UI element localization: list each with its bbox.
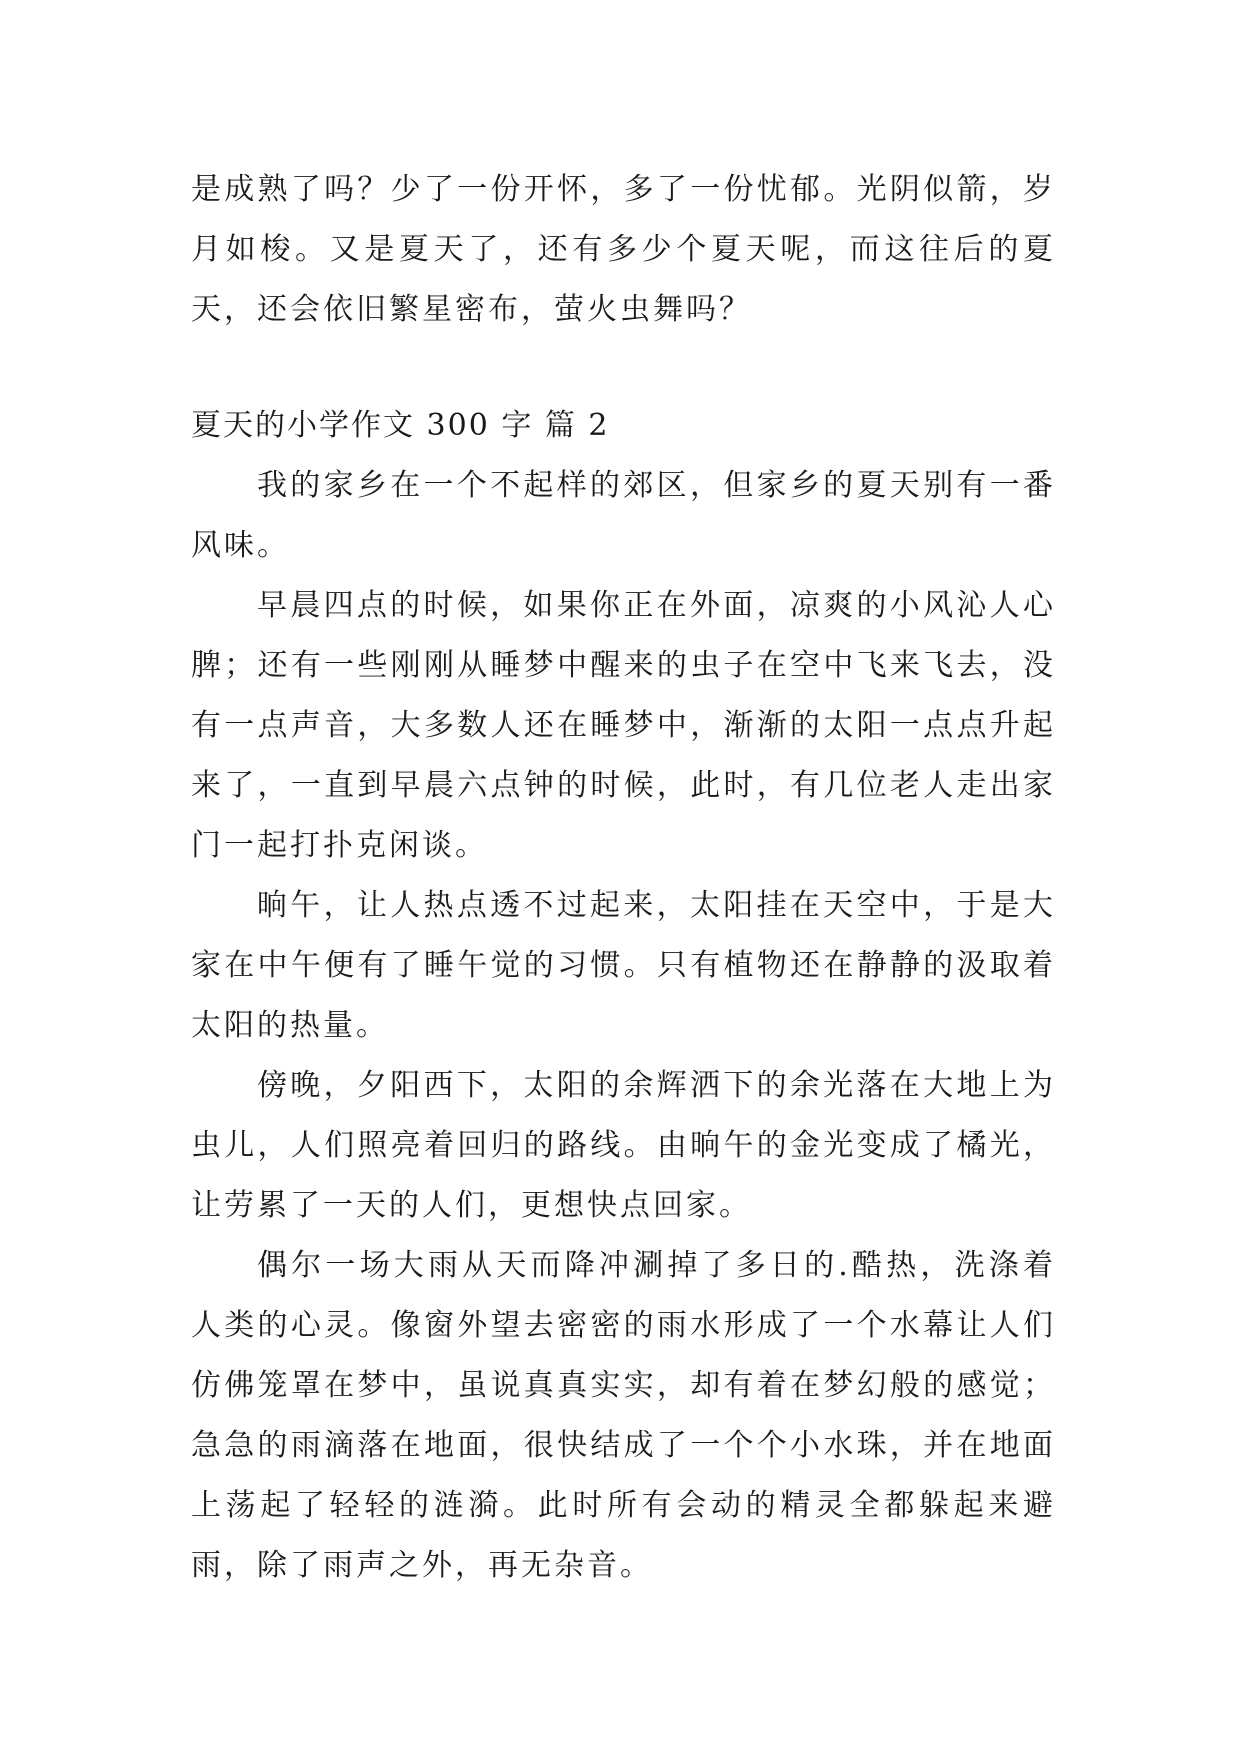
section-spacer bbox=[191, 340, 1056, 396]
paragraph: 偶尔一场大雨从天而降冲涮掉了多日的.酷热，洗涤着人类的心灵。像窗外望去密密的雨水形成了一个水幕让人们仿佛笼罩在梦中，虽说真真实实，却有着在梦幻般的感觉；急急的雨滴落在地面，很快结成了一个个小水珠，并在地面上荡起了轻轻的涟漪。此时所有会动的精灵全都躲起来避雨，除了雨声之外，再无杂音。 bbox=[191, 1248, 1056, 1583]
paragraph: 傍晚，夕阳西下，太阳的余辉洒下的余光落在大地上为虫儿，人们照亮着回归的路线。由晌午的金光变成了橘光，让劳累了一天的人们，更想快点回家。 bbox=[191, 1068, 1056, 1223]
paragraph: 早晨四点的时候，如果你正在外面，凉爽的小风沁人心脾；还有一些刚刚从睡梦中醒来的虫子在空中飞来飞去，没有一点声音，大多数人还在睡梦中，渐渐的太阳一点点升起来了，一直到早晨六点钟的时候，此时，有几位老人走出家门一起打扑克闲谈。 bbox=[191, 588, 1056, 863]
document-body bbox=[191, 160, 1056, 1596]
paragraph: 晌午，让人热点透不过起来，太阳挂在天空中，于是大家在中午便有了睡午觉的习惯。只有植物还在静静的汲取着太阳的热量。 bbox=[191, 888, 1056, 1043]
intro-paragraph: 是成熟了吗？少了一份开怀，多了一份忧郁。光阴似箭，岁月如梭。又是夏天了，还有多少个夏天呢，而这往后的夏天，还会依旧繁星密布，萤火虫舞吗？ bbox=[191, 172, 1056, 327]
paragraph: 我的家乡在一个不起样的郊区，但家乡的夏天别有一番风味。 bbox=[191, 468, 1056, 563]
section-title: 夏天的小学作文 300 字 篇 2 bbox=[191, 408, 610, 443]
